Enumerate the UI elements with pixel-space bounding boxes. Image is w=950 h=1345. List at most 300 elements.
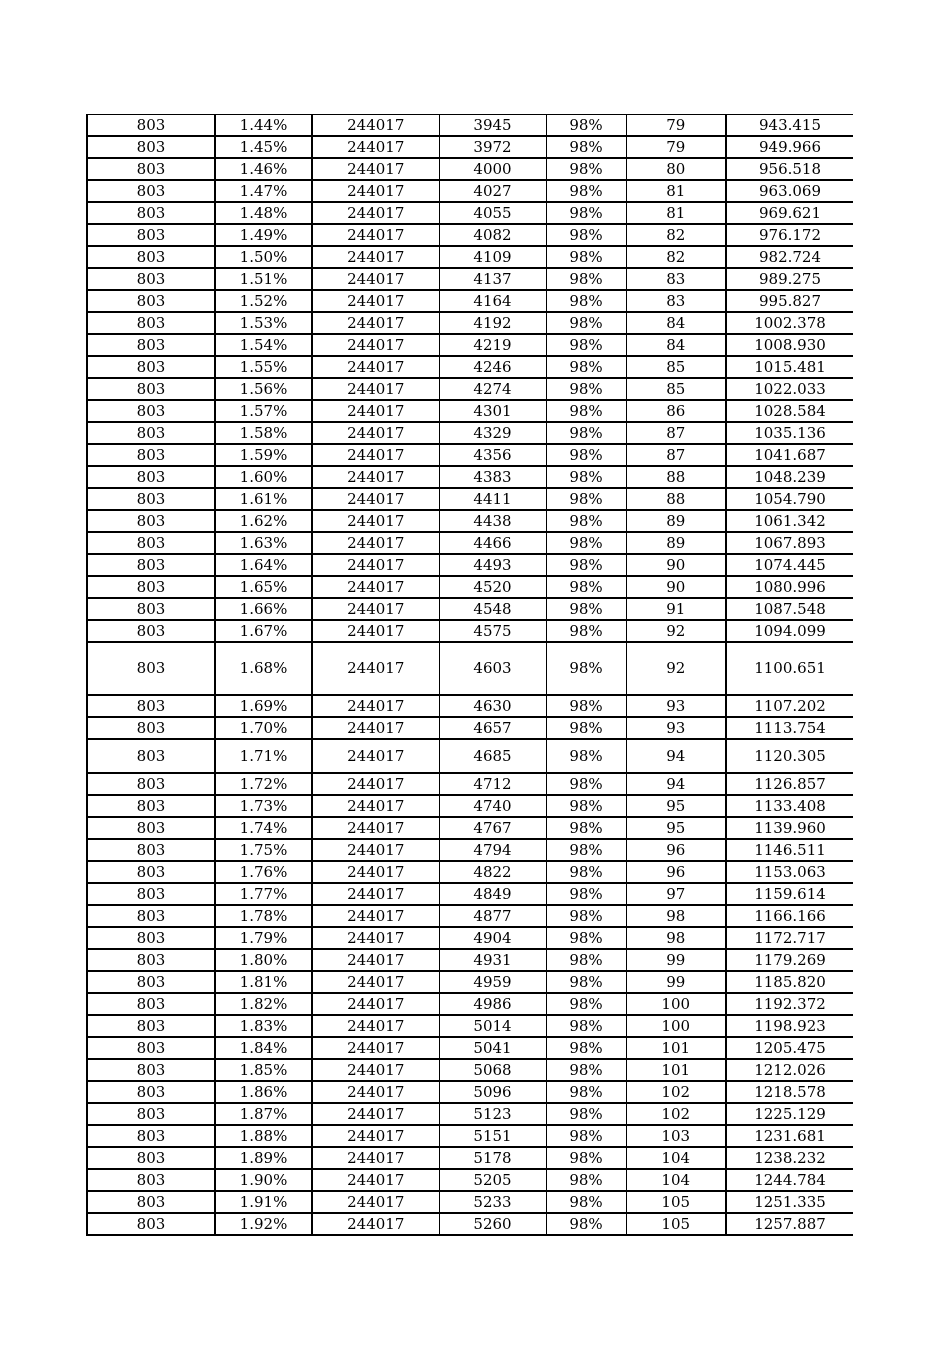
value-cell: 1087.548: [726, 598, 853, 620]
percent-cell: 98%: [546, 115, 626, 137]
table-row: [87, 246, 853, 268]
base-cell: 244017: [312, 400, 439, 422]
base-cell: 244017: [312, 883, 439, 905]
base-cell: 244017: [312, 1213, 439, 1235]
table-row: [87, 510, 853, 532]
table-row: [87, 1169, 853, 1191]
rate-cell: 1.87%: [215, 1103, 312, 1125]
base-cell: 244017: [312, 717, 439, 739]
amount-cell: 5233: [439, 1191, 546, 1213]
rate-cell: 1.45%: [215, 136, 312, 158]
code-cell: 803: [87, 861, 215, 883]
table-row: [87, 115, 853, 137]
count-cell: 81: [626, 180, 726, 202]
percent-cell: 98%: [546, 378, 626, 400]
base-cell: 244017: [312, 795, 439, 817]
count-cell: 83: [626, 268, 726, 290]
percent-cell: 98%: [546, 817, 626, 839]
percent-cell: 98%: [546, 773, 626, 795]
table-row: [87, 158, 853, 180]
code-cell: 803: [87, 158, 215, 180]
table-row: [87, 905, 853, 927]
count-cell: 98: [626, 927, 726, 949]
code-cell: 803: [87, 488, 215, 510]
count-cell: 100: [626, 1015, 726, 1037]
value-cell: 989.275: [726, 268, 853, 290]
count-cell: 105: [626, 1191, 726, 1213]
value-cell: 1113.754: [726, 717, 853, 739]
code-cell: 803: [87, 1125, 215, 1147]
table-row: [87, 290, 853, 312]
value-cell: 1008.930: [726, 334, 853, 356]
percent-cell: 98%: [546, 883, 626, 905]
count-cell: 87: [626, 422, 726, 444]
table-row: [87, 861, 853, 883]
base-cell: 244017: [312, 971, 439, 993]
table-row: [87, 773, 853, 795]
rate-cell: 1.44%: [215, 115, 312, 137]
table-body: [87, 115, 853, 1236]
rate-cell: 1.83%: [215, 1015, 312, 1037]
count-cell: 98: [626, 905, 726, 927]
amount-cell: 4520: [439, 576, 546, 598]
base-cell: 244017: [312, 598, 439, 620]
amount-cell: 4219: [439, 334, 546, 356]
value-cell: 1231.681: [726, 1125, 853, 1147]
table-row: [87, 554, 853, 576]
table-row: [87, 839, 853, 861]
code-cell: 803: [87, 334, 215, 356]
amount-cell: 4767: [439, 817, 546, 839]
value-cell: 1198.923: [726, 1015, 853, 1037]
value-cell: 956.518: [726, 158, 853, 180]
percent-cell: 98%: [546, 488, 626, 510]
rate-cell: 1.77%: [215, 883, 312, 905]
count-cell: 86: [626, 400, 726, 422]
base-cell: 244017: [312, 1015, 439, 1037]
value-cell: 963.069: [726, 180, 853, 202]
percent-cell: 98%: [546, 642, 626, 695]
rate-cell: 1.64%: [215, 554, 312, 576]
code-cell: 803: [87, 466, 215, 488]
rate-cell: 1.82%: [215, 993, 312, 1015]
code-cell: 803: [87, 422, 215, 444]
amount-cell: 4904: [439, 927, 546, 949]
code-cell: 803: [87, 1015, 215, 1037]
rate-cell: 1.72%: [215, 773, 312, 795]
amount-cell: 4685: [439, 739, 546, 773]
count-cell: 85: [626, 356, 726, 378]
rate-cell: 1.68%: [215, 642, 312, 695]
code-cell: 803: [87, 717, 215, 739]
value-cell: 982.724: [726, 246, 853, 268]
amount-cell: 5041: [439, 1037, 546, 1059]
rate-cell: 1.62%: [215, 510, 312, 532]
rate-cell: 1.66%: [215, 598, 312, 620]
base-cell: 244017: [312, 224, 439, 246]
table-row: [87, 1103, 853, 1125]
value-cell: 1166.166: [726, 905, 853, 927]
table-row: [87, 312, 853, 334]
rate-cell: 1.55%: [215, 356, 312, 378]
rate-cell: 1.90%: [215, 1169, 312, 1191]
code-cell: 803: [87, 1103, 215, 1125]
rate-cell: 1.73%: [215, 795, 312, 817]
value-cell: 1257.887: [726, 1213, 853, 1235]
percent-cell: 98%: [546, 1147, 626, 1169]
amount-cell: 4000: [439, 158, 546, 180]
amount-cell: 4356: [439, 444, 546, 466]
percent-cell: 98%: [546, 1081, 626, 1103]
amount-cell: 4986: [439, 993, 546, 1015]
rate-cell: 1.58%: [215, 422, 312, 444]
table-row: [87, 695, 853, 717]
table-row: [87, 1059, 853, 1081]
rate-cell: 1.84%: [215, 1037, 312, 1059]
percent-cell: 98%: [546, 422, 626, 444]
code-cell: 803: [87, 839, 215, 861]
rate-cell: 1.49%: [215, 224, 312, 246]
amount-cell: 4712: [439, 773, 546, 795]
amount-cell: 4877: [439, 905, 546, 927]
percent-cell: 98%: [546, 839, 626, 861]
value-cell: 1251.335: [726, 1191, 853, 1213]
value-cell: 1015.481: [726, 356, 853, 378]
value-cell: 969.621: [726, 202, 853, 224]
base-cell: 244017: [312, 158, 439, 180]
base-cell: 244017: [312, 444, 439, 466]
base-cell: 244017: [312, 202, 439, 224]
percent-cell: 98%: [546, 620, 626, 642]
code-cell: 803: [87, 1191, 215, 1213]
amount-cell: 4822: [439, 861, 546, 883]
table-row: [87, 422, 853, 444]
code-cell: 803: [87, 642, 215, 695]
base-cell: 244017: [312, 773, 439, 795]
base-cell: 244017: [312, 620, 439, 642]
rate-cell: 1.61%: [215, 488, 312, 510]
value-cell: 1218.578: [726, 1081, 853, 1103]
code-cell: 803: [87, 1213, 215, 1235]
rate-cell: 1.70%: [215, 717, 312, 739]
amount-cell: 4246: [439, 356, 546, 378]
rate-cell: 1.63%: [215, 532, 312, 554]
amount-cell: 4657: [439, 717, 546, 739]
rate-cell: 1.65%: [215, 576, 312, 598]
rate-cell: 1.52%: [215, 290, 312, 312]
count-cell: 93: [626, 695, 726, 717]
base-cell: 244017: [312, 554, 439, 576]
value-cell: 1120.305: [726, 739, 853, 773]
rate-cell: 1.50%: [215, 246, 312, 268]
base-cell: 244017: [312, 115, 439, 137]
base-cell: 244017: [312, 927, 439, 949]
table-row: [87, 620, 853, 642]
count-cell: 94: [626, 739, 726, 773]
value-cell: 1146.511: [726, 839, 853, 861]
amount-cell: 4575: [439, 620, 546, 642]
count-cell: 96: [626, 861, 726, 883]
base-cell: 244017: [312, 532, 439, 554]
value-cell: 943.415: [726, 115, 853, 137]
table-row: [87, 1147, 853, 1169]
value-cell: 1159.614: [726, 883, 853, 905]
count-cell: 89: [626, 532, 726, 554]
base-cell: 244017: [312, 642, 439, 695]
code-cell: 803: [87, 268, 215, 290]
rate-cell: 1.60%: [215, 466, 312, 488]
table-row: [87, 1081, 853, 1103]
table-row: [87, 334, 853, 356]
value-cell: 1061.342: [726, 510, 853, 532]
count-cell: 88: [626, 488, 726, 510]
rate-cell: 1.79%: [215, 927, 312, 949]
count-cell: 103: [626, 1125, 726, 1147]
base-cell: 244017: [312, 136, 439, 158]
percent-cell: 98%: [546, 466, 626, 488]
count-cell: 90: [626, 576, 726, 598]
amount-cell: 5123: [439, 1103, 546, 1125]
base-cell: 244017: [312, 378, 439, 400]
table-row: [87, 739, 853, 773]
code-cell: 803: [87, 202, 215, 224]
code-cell: 803: [87, 773, 215, 795]
percent-cell: 98%: [546, 795, 626, 817]
rate-cell: 1.69%: [215, 695, 312, 717]
value-cell: 1225.129: [726, 1103, 853, 1125]
table-row: [87, 598, 853, 620]
table-row: [87, 378, 853, 400]
value-cell: 1041.687: [726, 444, 853, 466]
rate-cell: 1.81%: [215, 971, 312, 993]
rate-cell: 1.85%: [215, 1059, 312, 1081]
value-cell: 1048.239: [726, 466, 853, 488]
amount-cell: 4740: [439, 795, 546, 817]
amount-cell: 4383: [439, 466, 546, 488]
base-cell: 244017: [312, 1103, 439, 1125]
base-cell: 244017: [312, 356, 439, 378]
rate-cell: 1.71%: [215, 739, 312, 773]
amount-cell: 5068: [439, 1059, 546, 1081]
percent-cell: 98%: [546, 1059, 626, 1081]
value-cell: 949.966: [726, 136, 853, 158]
base-cell: 244017: [312, 334, 439, 356]
value-cell: 1028.584: [726, 400, 853, 422]
count-cell: 82: [626, 224, 726, 246]
value-cell: 995.827: [726, 290, 853, 312]
value-cell: 1179.269: [726, 949, 853, 971]
percent-cell: 98%: [546, 1037, 626, 1059]
count-cell: 79: [626, 115, 726, 137]
count-cell: 80: [626, 158, 726, 180]
code-cell: 803: [87, 620, 215, 642]
amount-cell: 5260: [439, 1213, 546, 1235]
amount-cell: 4466: [439, 532, 546, 554]
rate-cell: 1.74%: [215, 817, 312, 839]
percent-cell: 98%: [546, 1169, 626, 1191]
amount-cell: 4603: [439, 642, 546, 695]
rate-cell: 1.53%: [215, 312, 312, 334]
code-cell: 803: [87, 1147, 215, 1169]
amount-cell: 4329: [439, 422, 546, 444]
base-cell: 244017: [312, 695, 439, 717]
table-row: [87, 1015, 853, 1037]
code-cell: 803: [87, 400, 215, 422]
base-cell: 244017: [312, 739, 439, 773]
table-row: [87, 1037, 853, 1059]
amount-cell: 4438: [439, 510, 546, 532]
rate-cell: 1.92%: [215, 1213, 312, 1235]
table-row: [87, 1213, 853, 1235]
table-row: [87, 795, 853, 817]
base-cell: 244017: [312, 312, 439, 334]
count-cell: 85: [626, 378, 726, 400]
table-row: [87, 717, 853, 739]
base-cell: 244017: [312, 1059, 439, 1081]
rate-cell: 1.57%: [215, 400, 312, 422]
code-cell: 803: [87, 598, 215, 620]
rate-cell: 1.89%: [215, 1147, 312, 1169]
code-cell: 803: [87, 695, 215, 717]
code-cell: 803: [87, 971, 215, 993]
percent-cell: 98%: [546, 717, 626, 739]
table-row: [87, 949, 853, 971]
percent-cell: 98%: [546, 136, 626, 158]
value-cell: 1185.820: [726, 971, 853, 993]
amount-cell: 5014: [439, 1015, 546, 1037]
rate-cell: 1.47%: [215, 180, 312, 202]
count-cell: 79: [626, 136, 726, 158]
value-cell: 1172.717: [726, 927, 853, 949]
base-cell: 244017: [312, 268, 439, 290]
percent-cell: 98%: [546, 993, 626, 1015]
table-row: [87, 883, 853, 905]
value-cell: 1002.378: [726, 312, 853, 334]
code-cell: 803: [87, 1081, 215, 1103]
amount-cell: 4027: [439, 180, 546, 202]
table-row: [87, 971, 853, 993]
table-row: [87, 1191, 853, 1213]
percent-cell: 98%: [546, 180, 626, 202]
count-cell: 99: [626, 949, 726, 971]
table-row: [87, 180, 853, 202]
amount-cell: 4411: [439, 488, 546, 510]
rate-cell: 1.59%: [215, 444, 312, 466]
count-cell: 94: [626, 773, 726, 795]
value-cell: 1238.232: [726, 1147, 853, 1169]
amount-cell: 4794: [439, 839, 546, 861]
code-cell: 803: [87, 927, 215, 949]
percent-cell: 98%: [546, 554, 626, 576]
table-row: [87, 927, 853, 949]
percent-cell: 98%: [546, 268, 626, 290]
percent-cell: 98%: [546, 927, 626, 949]
base-cell: 244017: [312, 993, 439, 1015]
table-row: [87, 466, 853, 488]
base-cell: 244017: [312, 1037, 439, 1059]
percent-cell: 98%: [546, 1213, 626, 1235]
rate-cell: 1.88%: [215, 1125, 312, 1147]
base-cell: 244017: [312, 180, 439, 202]
amount-cell: 4192: [439, 312, 546, 334]
amount-cell: 5178: [439, 1147, 546, 1169]
value-cell: 1133.408: [726, 795, 853, 817]
table-row: [87, 136, 853, 158]
count-cell: 101: [626, 1059, 726, 1081]
code-cell: 803: [87, 532, 215, 554]
percent-cell: 98%: [546, 224, 626, 246]
value-cell: 1022.033: [726, 378, 853, 400]
amount-cell: 4109: [439, 246, 546, 268]
base-cell: 244017: [312, 510, 439, 532]
percent-cell: 98%: [546, 334, 626, 356]
count-cell: 84: [626, 334, 726, 356]
value-cell: 1126.857: [726, 773, 853, 795]
table-row: [87, 642, 853, 695]
code-cell: 803: [87, 1169, 215, 1191]
count-cell: 102: [626, 1081, 726, 1103]
data-table: [86, 114, 853, 1236]
count-cell: 95: [626, 817, 726, 839]
code-cell: 803: [87, 136, 215, 158]
code-cell: 803: [87, 576, 215, 598]
percent-cell: 98%: [546, 905, 626, 927]
rate-cell: 1.78%: [215, 905, 312, 927]
table-row: [87, 1125, 853, 1147]
amount-cell: 5151: [439, 1125, 546, 1147]
count-cell: 81: [626, 202, 726, 224]
table-row: [87, 444, 853, 466]
value-cell: 1067.893: [726, 532, 853, 554]
count-cell: 90: [626, 554, 726, 576]
percent-cell: 98%: [546, 158, 626, 180]
percent-cell: 98%: [546, 202, 626, 224]
base-cell: 244017: [312, 839, 439, 861]
value-cell: 1212.026: [726, 1059, 853, 1081]
percent-cell: 98%: [546, 356, 626, 378]
rate-cell: 1.67%: [215, 620, 312, 642]
base-cell: 244017: [312, 422, 439, 444]
table-row: [87, 488, 853, 510]
count-cell: 91: [626, 598, 726, 620]
percent-cell: 98%: [546, 290, 626, 312]
code-cell: 803: [87, 224, 215, 246]
value-cell: 1035.136: [726, 422, 853, 444]
table-row: [87, 993, 853, 1015]
value-cell: 1139.960: [726, 817, 853, 839]
count-cell: 97: [626, 883, 726, 905]
count-cell: 102: [626, 1103, 726, 1125]
rate-cell: 1.56%: [215, 378, 312, 400]
value-cell: 1107.202: [726, 695, 853, 717]
count-cell: 100: [626, 993, 726, 1015]
percent-cell: 98%: [546, 971, 626, 993]
percent-cell: 98%: [546, 598, 626, 620]
code-cell: 803: [87, 290, 215, 312]
code-cell: 803: [87, 993, 215, 1015]
base-cell: 244017: [312, 817, 439, 839]
percent-cell: 98%: [546, 510, 626, 532]
rate-cell: 1.91%: [215, 1191, 312, 1213]
code-cell: 803: [87, 949, 215, 971]
code-cell: 803: [87, 817, 215, 839]
table-row: [87, 202, 853, 224]
code-cell: 803: [87, 883, 215, 905]
rate-cell: 1.76%: [215, 861, 312, 883]
percent-cell: 98%: [546, 532, 626, 554]
base-cell: 244017: [312, 861, 439, 883]
amount-cell: 4630: [439, 695, 546, 717]
